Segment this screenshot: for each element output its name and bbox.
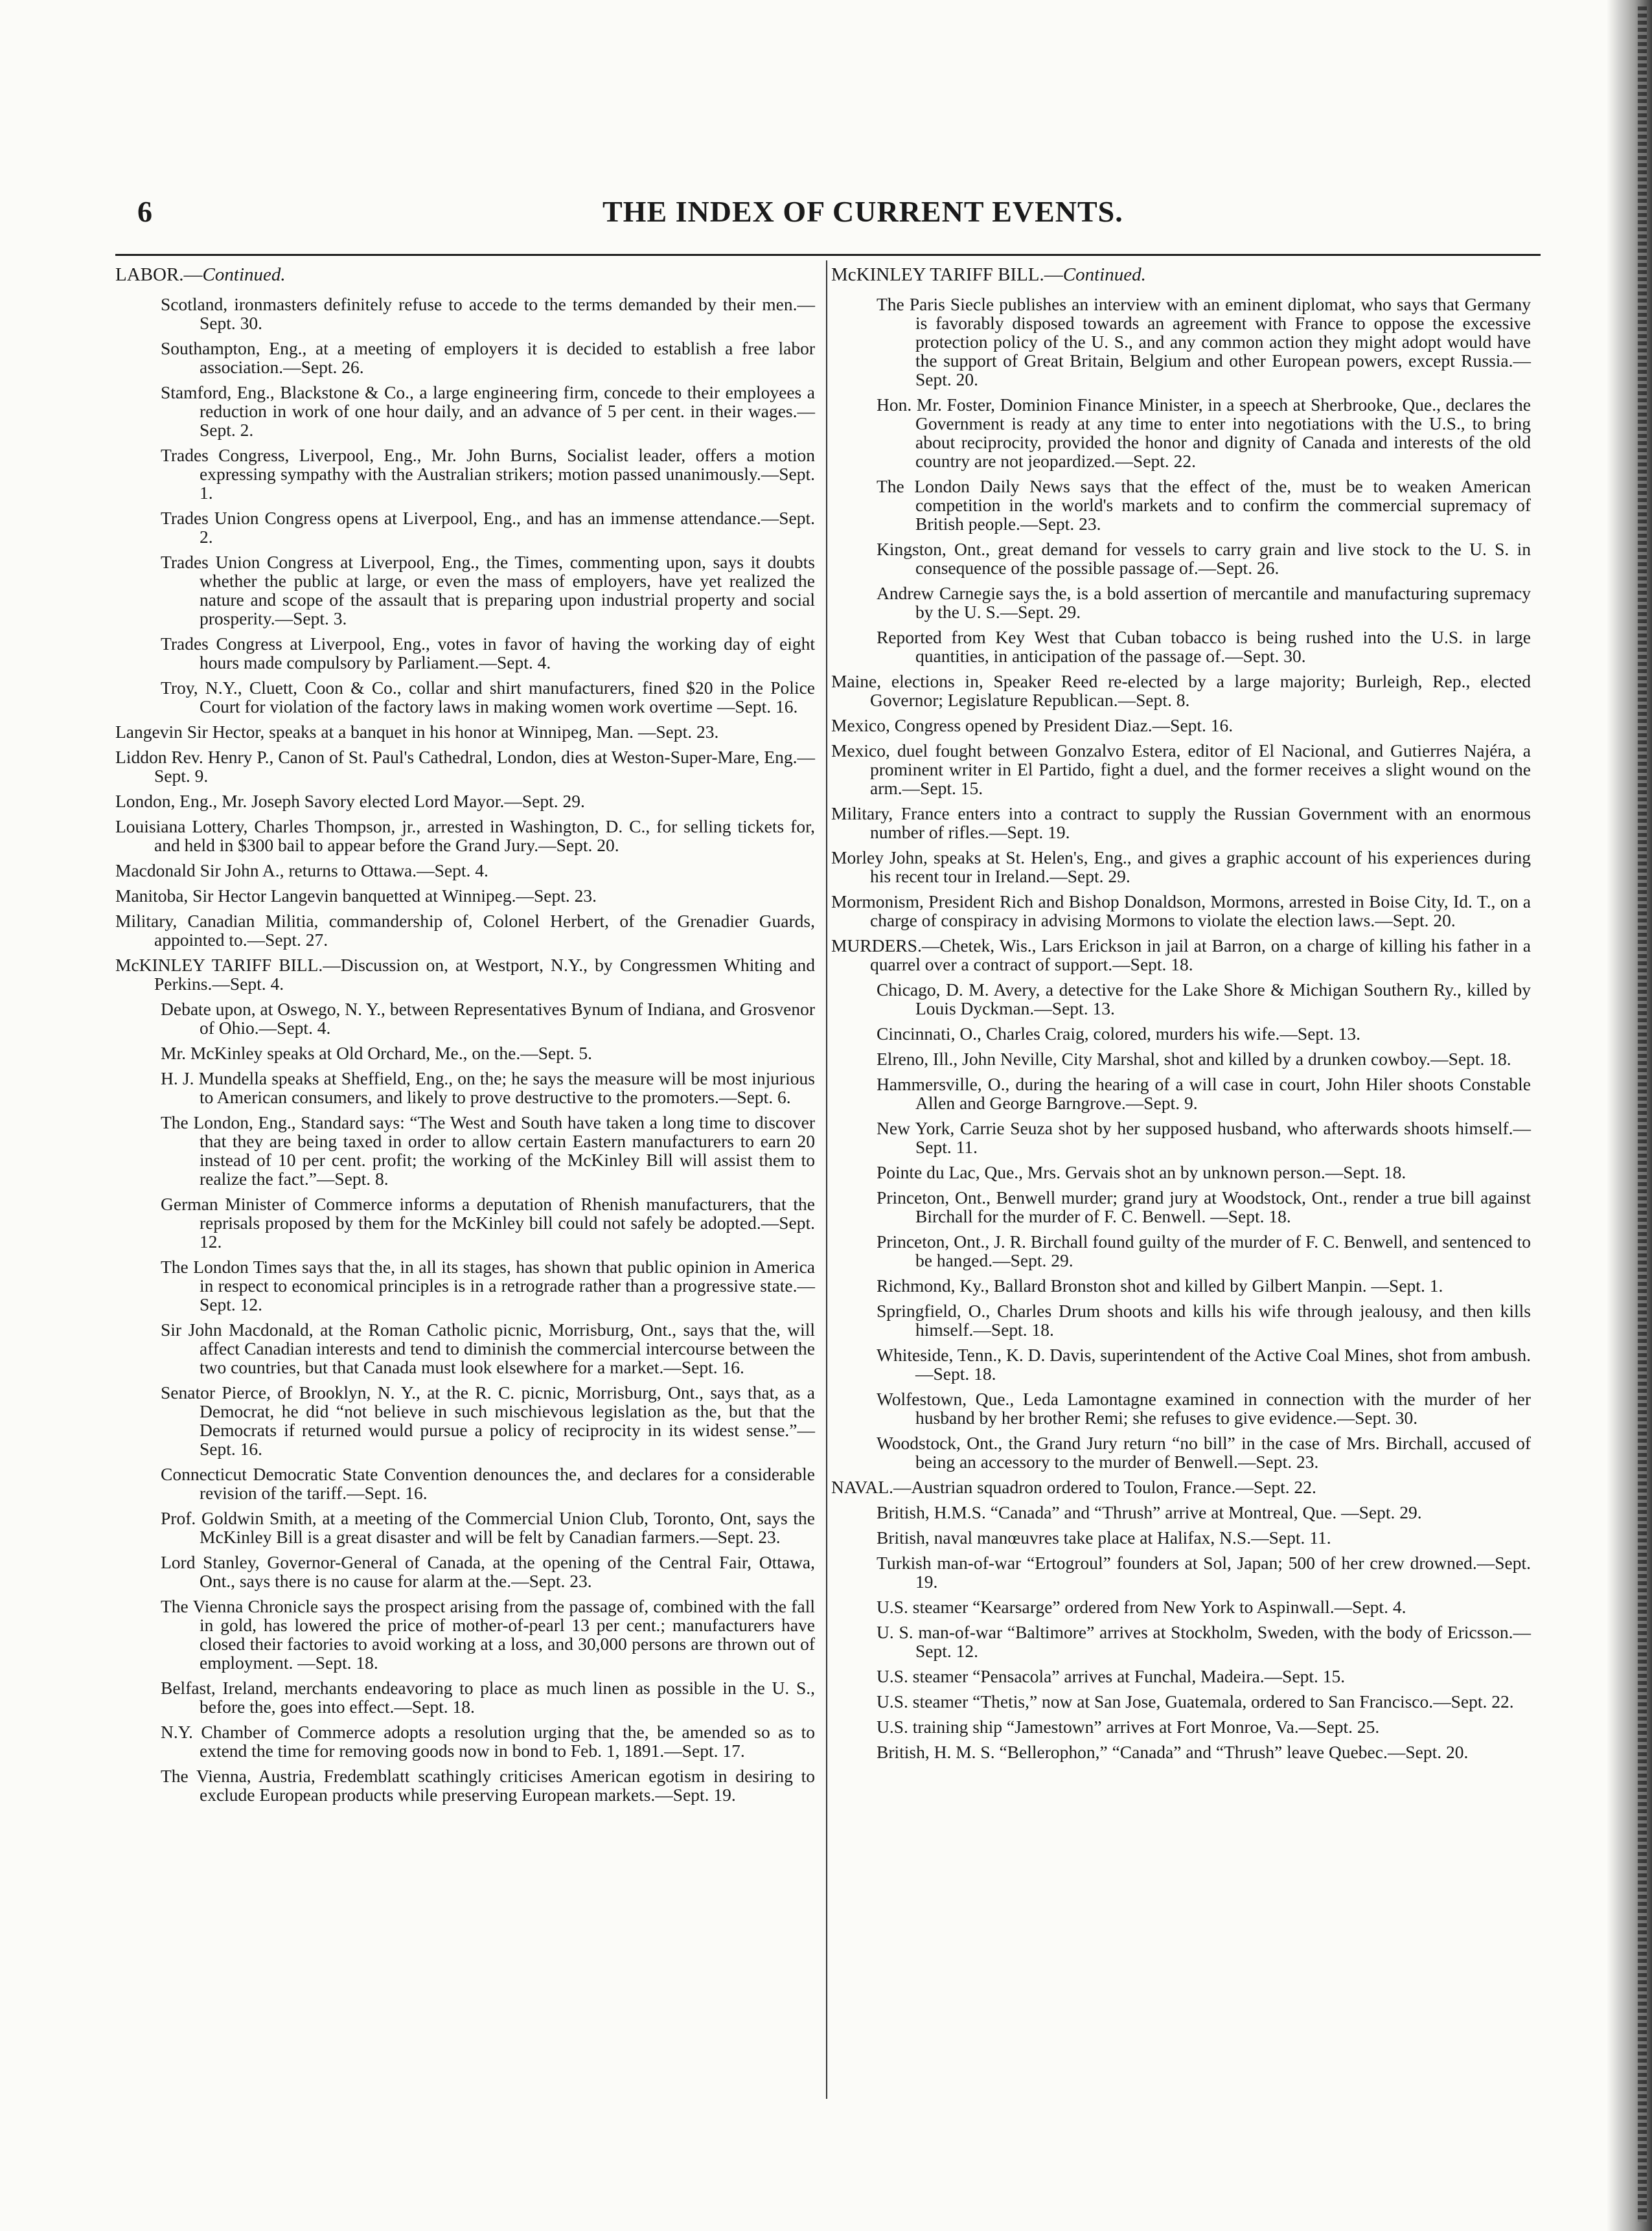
index-entry: German Minister of Commerce informs a deputation of Rhenish manufacturers, that the reprisals proposed by them for the McKinley bill could not safely be adopted.—Sept. 12. <box>161 1194 815 1252</box>
index-entry: McKINLEY TARIFF BILL.—Discussion on, at Westport, N.Y., by Congressmen Whiting and Perkins.—Sept. 4. <box>115 955 815 994</box>
index-entry: British, H.M.S. “Canada” and “Thrush” arrive at Montreal, Que. —Sept. 29. <box>877 1502 1422 1522</box>
entry-list <box>115 295 815 1804</box>
index-entry: The London, Eng., Standard says: “The West and South have taken a long time to discover that they are being taxed in order to allow certain Eastern manufacturers to earn 20 instead of 10 per cent. profit; the working of the McKinley Bill will assist them to realize the fact.”—Sept. 8. <box>161 1112 815 1189</box>
section-suffix: Continued. <box>1062 264 1146 285</box>
index-entry: N.Y. Chamber of Commerce adopts a resolution urging that the, be amended so as to extend the time for removing goods now in bond to Feb. 1, 1891.—Sept. 17. <box>161 1722 815 1761</box>
index-entry: The London Daily News says that the effect of the, must be to weaken American competition in the world's markets and to confirm the commercial supremacy of British people.—Sept. 23. <box>877 476 1531 534</box>
left-column <box>115 266 815 1811</box>
index-entry: Mormonism, President Rich and Bishop Donaldson, Mormons, arrested in Boise City, Id. T., on a charge of conspiracy in advising Mormons to violate the election laws.—Sept. 20. <box>831 891 1531 930</box>
index-entry: Langevin Sir Hector, speaks at a banquet in his honor at Winnipeg, Man. —Sept. 23. <box>115 722 719 742</box>
index-entry: Woodstock, Ont., the Grand Jury return “no bill” in the case of Mrs. Birchall, accused of being an accessory to the murder of Benwell.—Sept. 23. <box>877 1433 1531 1472</box>
index-entry: Belfast, Ireland, merchants endeavoring to place as much linen as possible in the U. S., before the, goes into effect.—Sept. 18. <box>161 1678 815 1717</box>
right-column <box>831 266 1531 1768</box>
index-entry: The Vienna, Austria, Fredemblatt scathingly criticises American egotism in desiring to exclude European products while preserving European markets.—Sept. 19. <box>161 1766 815 1805</box>
index-entry: Princeton, Ont., Benwell murder; grand jury at Woodstock, Ont., render a true bill against Birchall for the murder of F. C. Benwell. —Sept. 18. <box>877 1187 1531 1226</box>
index-entry: Debate upon, at Oswego, N. Y., between Representatives Bynum of Indiana, and Grosvenor of Ohio.—Sept. 4. <box>161 999 815 1038</box>
index-entry: U.S. steamer “Kearsarge” ordered from New York to Aspinwall.—Sept. 4. <box>877 1597 1406 1617</box>
index-entry: Trades Congress, Liverpool, Eng., Mr. John Burns, Socialist leader, offers a motion expressing sympathy with the Australian strikers; motion passed unanimously.—Sept. 1. <box>161 445 815 503</box>
index-entry: Springfield, O., Charles Drum shoots and kills his wife through jealousy, and then kills himself.—Sept. 18. <box>877 1301 1531 1340</box>
index-entry: Andrew Carnegie says the, is a bold assertion of mercantile and manufacturing supremacy by the U. S.—Sept. 29. <box>877 583 1531 622</box>
index-entry: Trades Union Congress opens at Liverpool, Eng., and has an immense attendance.—Sept. 2. <box>161 508 815 547</box>
index-entry: Elreno, Ill., John Neville, City Marshal, shot and killed by a drunken cowboy.—Sept. 18. <box>877 1049 1511 1069</box>
index-entry: British, H. M. S. “Bellerophon,” “Canada” and “Thrush” leave Quebec.—Sept. 20. <box>877 1742 1469 1762</box>
index-entry: U.S. steamer “Thetis,” now at San Jose, Guatemala, ordered to San Francisco.—Sept. 22. <box>877 1691 1514 1711</box>
section-heading <box>115 266 815 284</box>
index-entry: Scotland, ironmasters definitely refuse to accede to the terms demanded by their men.—Sept. 30. <box>161 294 815 333</box>
index-entry: The London Times says that the, in all its stages, has shown that public opinion in America in respect to economical principles is in a retrograde rather than a progressive state.—Sept. 12. <box>161 1257 815 1314</box>
index-entry: Troy, N.Y., Cluett, Coon & Co., collar and shirt manufacturers, fined $20 in the Police Court for violation of the factory laws in making women work overtime —Sept. 16. <box>161 678 815 716</box>
section-heading <box>831 266 1531 284</box>
index-entry: Military, France enters into a contract to supply the Russian Government with an enormous number of rifles.—Sept. 19. <box>831 803 1531 842</box>
index-entry: Stamford, Eng., Blackstone & Co., a large engineering firm, concede to their employees a reduction in work of one hour daily, and an advance of 5 per cent. in their wages.—Sept. 2. <box>161 382 815 440</box>
entry-list <box>831 295 1531 1761</box>
index-entry: Whiteside, Tenn., K. D. Davis, superintendent of the Active Coal Mines, shot from ambush.—Sept. 18. <box>877 1345 1531 1384</box>
index-entry: Southampton, Eng., at a meeting of employers it is decided to establish a free labor association.—Sept. 26. <box>161 338 815 377</box>
index-entry: The Vienna Chronicle says the prospect arising from the passage of, combined with the fall in gold, has lowered the price of mother-of-pearl 13 per cent.; manufacturers have closed their factories to avoid working at a loss, and 30,000 persons are thrown out of employment. —Sept. 18. <box>161 1596 815 1673</box>
index-entry: H. J. Mundella speaks at Sheffield, Eng., on the; he says the measure will be most injurious to American consumers, and likely to prove destructive to the promoters.—Sept. 6. <box>161 1068 815 1107</box>
section-title: McKINLEY TARIFF BILL.— <box>831 264 1063 285</box>
index-entry: Cincinnati, O., Charles Craig, colored, murders his wife.—Sept. 13. <box>877 1024 1360 1044</box>
index-entry: New York, Carrie Seuza shot by her supposed husband, who afterwards shoots himself.—Sept. 11. <box>877 1118 1531 1157</box>
section-title: LABOR.— <box>115 264 203 285</box>
column-divider <box>826 260 827 2099</box>
index-entry: Maine, elections in, Speaker Reed re-elected by a large majority; Burleigh, Rep., elected Governor; Legislature Republican.—Sept. 8. <box>831 671 1531 710</box>
index-entry: Macdonald Sir John A., returns to Ottawa.—Sept. 4. <box>115 860 488 880</box>
index-entry: Liddon Rev. Henry P., Canon of St. Paul's Cathedral, London, dies at Weston-Super-Mare, Eng.—Sept. 9. <box>115 747 815 786</box>
index-entry: Chicago, D. M. Avery, a detective for the Lake Shore & Michigan Southern Ry., killed by Louis Dyckman.—Sept. 13. <box>877 979 1531 1018</box>
index-entry: Wolfestown, Que., Leda Lamontagne examined in connection with the murder of her husband by her brother Remi; she refuses to give evidence.—Sept. 30. <box>877 1389 1531 1428</box>
index-entry: Princeton, Ont., J. R. Birchall found guilty of the murder of F. C. Benwell, and sentenced to be hanged.—Sept. 29. <box>877 1231 1531 1270</box>
index-entry: NAVAL.—Austrian squadron ordered to Toulon, France.—Sept. 22. <box>831 1477 1316 1497</box>
header-rule <box>115 254 1541 256</box>
binding-edge <box>1638 6 1647 2222</box>
index-entry: Senator Pierce, of Brooklyn, N. Y., at the R. C. picnic, Morrisburg, Ont., says that, as a Democrat, he did “not believe in such mischievous legislation as the, but that the Democrats if returned would pursue a policy of reciprocity in its widest sense.”—Sept. 16. <box>161 1382 815 1459</box>
index-entry: Mexico, duel fought between Gonzalvo Estera, editor of El Nacional, and Gutierres Najéra, a prominent writer in El Partido, fight a duel, and the former receives a slight wound on the arm.—Sept. 15. <box>831 740 1531 798</box>
index-entry: Trades Congress at Liverpool, Eng., votes in favor of having the working day of eight hours made compulsory by Parliament.—Sept. 4. <box>161 634 815 672</box>
index-entry: Reported from Key West that Cuban tobacco is being rushed into the U.S. in large quantities, in anticipation of the passage of.—Sept. 30. <box>877 627 1531 666</box>
index-entry: U. S. man-of-war “Baltimore” arrives at Stockholm, Sweden, with the body of Ericsson.—Sept. 12. <box>877 1622 1531 1661</box>
index-entry: Trades Union Congress at Liverpool, Eng., the Times, commenting upon, says it doubts whether the public at large, or even the mass of employers, have yet realized the nature and scope of the assault that is preparing upon industrial property and social prosperity.—Sept. 3. <box>161 552 815 628</box>
index-entry: Connecticut Democratic State Convention denounces the, and declares for a considerable revision of the tariff.—Sept. 16. <box>161 1464 815 1503</box>
section-suffix: Continued. <box>202 264 286 285</box>
index-entry: Morley John, speaks at St. Helen's, Eng., and gives a graphic account of his experiences during his recent tour in Ireland.—Sept. 29. <box>831 847 1531 886</box>
index-entry: Hon. Mr. Foster, Dominion Finance Minister, in a speech at Sherbrooke, Que., declares the Government is ready at any time to enter into negotiations with the U.S., to bring about reciprocity, provided the honor and dignity of Canada and interests of the old country are not jeopardized.—Sept. 22. <box>877 395 1531 471</box>
index-entry: Richmond, Ky., Ballard Bronston shot and killed by Gilbert Manpin. —Sept. 1. <box>877 1276 1443 1296</box>
index-entry: Hammersville, O., during the hearing of a will case in court, John Hiler shoots Constable Allen and George Barngrove.—Sept. 9. <box>877 1074 1531 1113</box>
index-entry: Mexico, Congress opened by President Diaz.—Sept. 16. <box>831 715 1233 735</box>
index-entry: MURDERS.—Chetek, Wis., Lars Erickson in jail at Barron, on a charge of killing his father in a quarrel over a contract of support.—Sept. 18. <box>831 935 1531 974</box>
index-entry: The Paris Siecle publishes an interview with an eminent diplomat, who says that Germany is favorably disposed towards an agreement with France to oppose the excessive protection policy of the U. S., and any common action they might adopt would have the support of Great Britain, Belgium and other European powers, except Russia.—Sept. 20. <box>877 294 1531 389</box>
running-title: THE INDEX OF CURRENT EVENTS. <box>602 195 1123 228</box>
index-entry: Lord Stanley, Governor-General of Canada, at the opening of the Central Fair, Ottawa, Ont., says there is no cause for alarm at the.—Sept. 23. <box>161 1552 815 1591</box>
index-entry: U.S. training ship “Jamestown” arrives at Fort Monroe, Va.—Sept. 25. <box>877 1717 1380 1737</box>
index-entry: British, naval manœuvres take place at Halifax, N.S.—Sept. 11. <box>877 1527 1331 1548</box>
page-number: 6 <box>137 195 152 228</box>
index-entry: Turkish man-of-war “Ertogroul” founders at Sol, Japan; 500 of her crew drowned.—Sept. 19. <box>877 1553 1531 1592</box>
index-entry: Pointe du Lac, Que., Mrs. Gervais shot an by unknown person.—Sept. 18. <box>877 1162 1406 1182</box>
index-entry: Sir John Macdonald, at the Roman Catholic picnic, Morrisburg, Ont., says that the, will affect Canadian interests and tend to diminish the commercial intercourse between the two countries, but that Canada must look elsewhere for a market.—Sept. 16. <box>161 1320 815 1377</box>
index-entry: London, Eng., Mr. Joseph Savory elected Lord Mayor.—Sept. 29. <box>115 791 585 811</box>
index-entry: Manitoba, Sir Hector Langevin banquetted at Winnipeg.—Sept. 23. <box>115 886 597 906</box>
index-entry: U.S. steamer “Pensacola” arrives at Funchal, Madeira.—Sept. 15. <box>877 1666 1346 1686</box>
index-entry: Military, Canadian Militia, commandership of, Colonel Herbert, of the Grenadier Guards, appointed to.—Sept. 27. <box>115 911 815 950</box>
index-entry: Louisiana Lottery, Charles Thompson, jr., arrested in Washington, D. C., for selling tickets for, and held in $300 bail to appear before the Grand Jury.—Sept. 20. <box>115 816 815 855</box>
index-entry: Kingston, Ont., great demand for vessels to carry grain and live stock to the U. S. in consequence of the possible passage of.—Sept. 26. <box>877 539 1531 578</box>
index-entry: Mr. McKinley speaks at Old Orchard, Me., on the.—Sept. 5. <box>161 1043 592 1063</box>
index-entry: Prof. Goldwin Smith, at a meeting of the Commercial Union Club, Toronto, Ont, says the McKinley Bill is a great disaster and will be felt by Canadian farmers.—Sept. 23. <box>161 1508 815 1547</box>
